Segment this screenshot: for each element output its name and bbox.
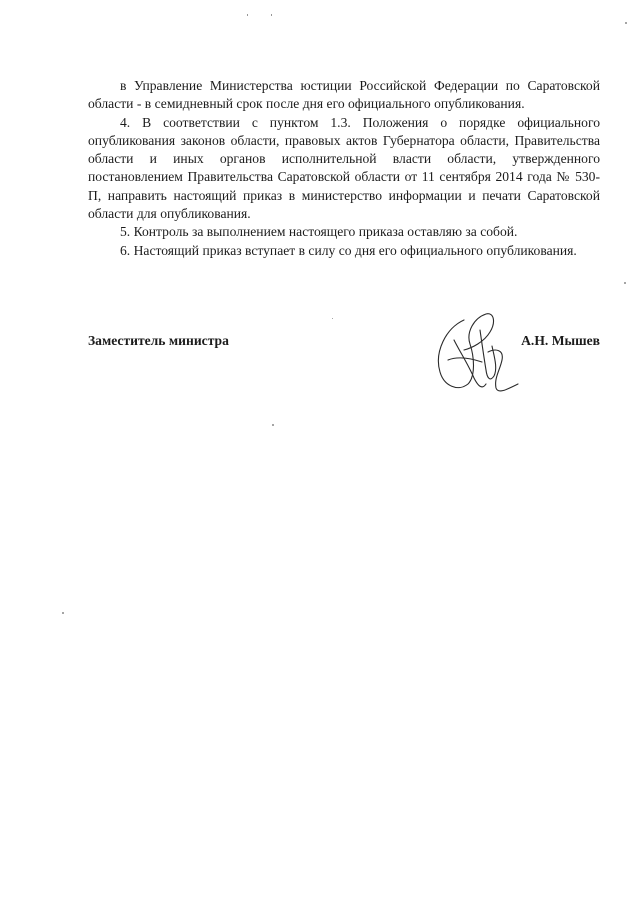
scan-speck	[624, 282, 626, 284]
paragraph-continuation: в Управление Министерства юстиции Российской Федерации по Саратовской области - в семидневный срок после дня его официального опубликования.	[88, 78, 600, 112]
paragraph-item-5: 5. Контроль за выполнением настоящего приказа оставляю за собой.	[120, 224, 518, 240]
scan-speck	[247, 14, 248, 16]
scan-speck	[272, 424, 274, 426]
scan-speck	[271, 14, 272, 16]
paragraph-item-4: 4. В соответствии с пунктом 1.3. Положения о порядке официального опубликования законов области, правовых актов Губернатора области, Правительства области и иных органов исполнительной власти области, утвержденного постановлением Правительства Саратовской области от 11 сентября 2014 года № 530-П, направить настоящий приказ в министерство информации и печати Саратовской области для опубликования.	[88, 114, 600, 222]
signatory-title: Заместитель министра	[88, 333, 229, 348]
scan-speck	[625, 22, 627, 24]
document-body	[88, 77, 600, 260]
scan-speck	[62, 612, 64, 614]
signatory-name: А.Н. Мышев	[521, 333, 600, 348]
handwritten-signature	[424, 300, 524, 400]
scan-speck	[332, 318, 333, 319]
paragraph-item-6: 6. Настоящий приказ вступает в силу со дня его официального опубликования.	[120, 242, 577, 258]
